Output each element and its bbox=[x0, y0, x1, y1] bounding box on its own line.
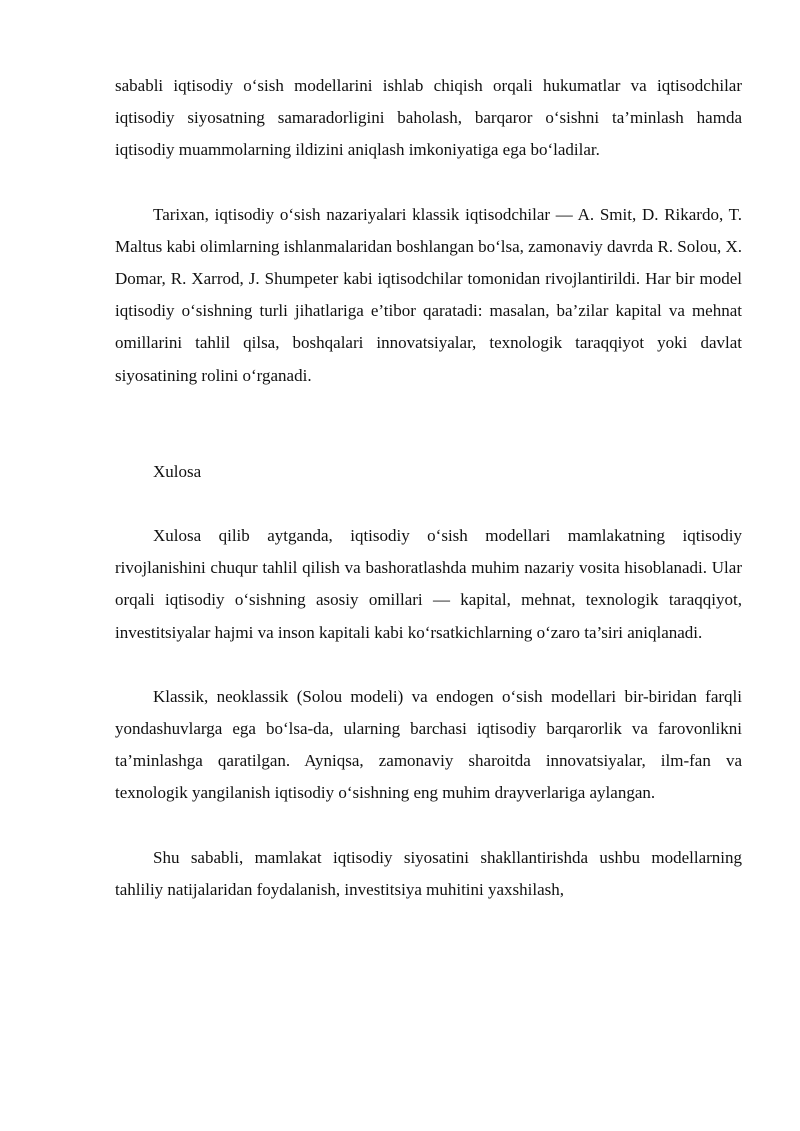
paragraph-history: Tarixan, iqtisodiy o‘sish nazariyalari klassik iqtisodchilar — A. Smit, D. Rikardo, T. Maltus kabi olimlarning ishlanmalaridan boshlangan bo‘lsa, zamonaviy davrda R. Solou, X. Domar, R. Xarrod, J. Shumpeter kabi iqtisodchilar tomonidan rivojlantirildi. Har bir model iqtisodiy o‘sishning turli jihatlariga e’tibor qaratadi: masalan, ba’zilar kapital va mehnat omillarini tahlil qilsa, boshqalari innovatsiyalar, texnologik taraqqiyot yoki davlat siyosatining rolini o‘rganadi. bbox=[115, 204, 742, 385]
paragraph-spacer bbox=[115, 810, 742, 842]
paragraph-continued: sababli iqtisodiy o‘sish modellarini ishlab chiqish orqali hukumatlar va iqtisodchilar iqtisodiy siyosatning samaradorligini baholash, barqaror o‘sishni ta’minlash hamda iqtisodiy muammolarning ildizini aniqlash imkoniyatiga ega bo‘ladilar. bbox=[115, 76, 742, 160]
paragraph-conclusion-2: Klassik, neoklassik (Solou modeli) va endogen o‘sish modellari bir-biridan farqli yondashuvlarga ega bo‘lsa-da, ularning barchasi iqtisodiy barqarorlik va farovonlikni ta’minlashga qaratilgan. Ayniqsa, zamonaviy sharoitda innovatsiyalar, ilm-fan va texnologik yangilanish iqtisodiy o‘sishning eng muhim drayverlariga aylangan. bbox=[115, 686, 742, 803]
section-heading-conclusion: Xulosa bbox=[153, 461, 202, 481]
paragraph-conclusion-3: Shu sababli, mamlakat iqtisodiy siyosatini shakllantirishda ushbu modellarning tahliliy natijalaridan foydalanish, investitsiya muhitini yaxshilash, bbox=[115, 847, 742, 899]
paragraph-conclusion-1: Xulosa qilib aytganda, iqtisodiy o‘sish modellari mamlakatning iqtisodiy rivojlanishini chuqur tahlil qilish va bashoratlashda muhim nazariy vosita hisoblanadi. Ular orqali iqtisodiy o‘sishning asosiy omillari — kapital, mehnat, texnologik taraqqiyot, investitsiyalar hajmi va inson kapitali kabi ko‘rsatkichlarning o‘zaro ta’siri aniqlanadi. bbox=[115, 526, 742, 642]
paragraph-spacer bbox=[115, 488, 742, 520]
paragraph-spacer bbox=[115, 649, 742, 681]
paragraph-spacer bbox=[115, 167, 742, 199]
document-page bbox=[115, 70, 742, 906]
section-spacer bbox=[115, 392, 742, 456]
